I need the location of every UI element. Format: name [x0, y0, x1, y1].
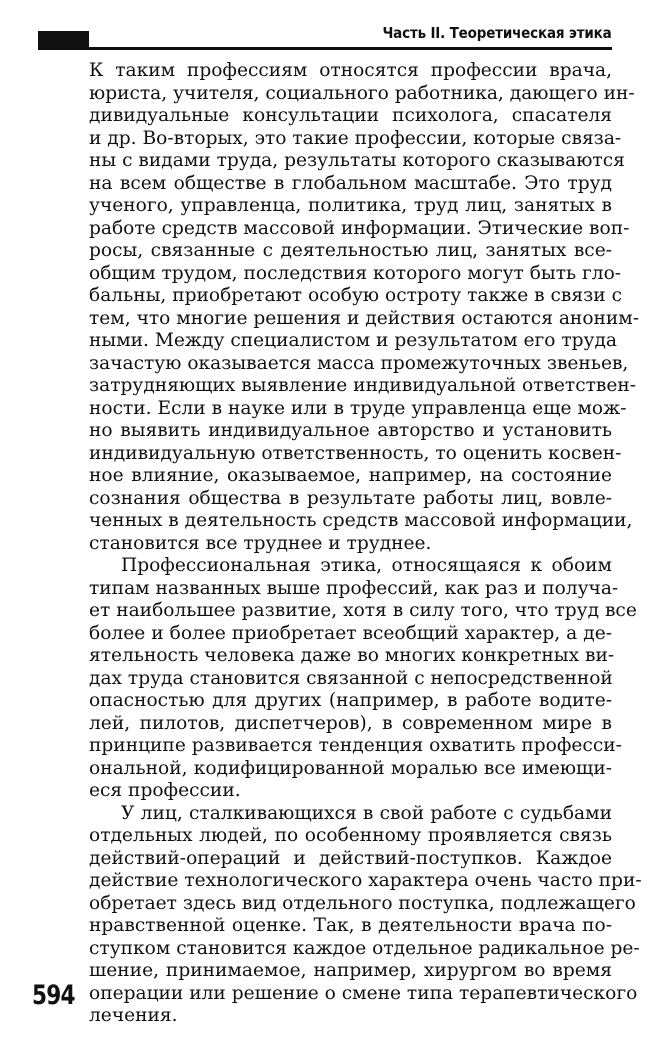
text-line: принципе развивается тенденция охватить професси-: [89, 735, 622, 756]
paragraph: [89, 60, 640, 555]
header-black-bar: [38, 31, 89, 47]
text-line: ное влияние, оказываемое, например, на состояние: [89, 465, 612, 486]
text-line: К таким профессиям относятся профессии врача,: [89, 60, 612, 81]
text-line: ученого, управленца, политика, труд лиц, занятых в: [89, 195, 612, 216]
text-line: дивидуальные консультации психолога, спасателя: [89, 105, 612, 126]
text-line: ступком становится каждое отдельное радикальное ре-: [89, 937, 640, 959]
running-head: Часть II. Теоретическая этика: [382, 24, 612, 42]
text-line: юриста, учителя, социального работника, дающего ин-: [89, 82, 635, 104]
text-line: ченных в деятельность средств массовой информации,: [89, 510, 633, 531]
text-line: сознания общества в результате работы лиц, вовле-: [89, 487, 612, 509]
text-line: и др. Во-вторых, это такие профессии, которые связа-: [89, 127, 622, 149]
body-text: [89, 60, 642, 1028]
text-line: обретает здесь вид отдельного поступка, подлежащего: [89, 892, 636, 914]
text-line: дах труда становится связанной с непосредственной: [89, 667, 613, 689]
text-line: еся профессии.: [89, 780, 241, 801]
text-line: ятельность человека даже во многих конкретных ви-: [89, 645, 615, 666]
header-rule: [38, 47, 612, 50]
text-line: лей, пилотов, диспетчеров), в современном мире в: [89, 712, 612, 734]
text-line: индивидуальную ответственность, то оценить косвен-: [89, 442, 622, 464]
text-line: общим трудом, последствия которого могут быть гло-: [89, 262, 622, 284]
text-line: ности. Если в науке или в труде управленца еще мож-: [89, 397, 627, 419]
text-line: затрудняющих выявление индивидуальной ответствен-: [89, 375, 637, 396]
text-line: более и более приобретает всеобщий характер, а де-: [89, 622, 612, 644]
text-line: на всем обществе в глобальном масштабе. Это труд: [89, 172, 612, 194]
text-line: работе средств массовой информации. Этические воп-: [89, 217, 630, 239]
text-line: становится все труднее и труднее.: [89, 532, 432, 554]
text-line: ны с видами труда, результаты которого сказываются: [89, 150, 625, 171]
text-line: зачастую оказывается масса промежуточных звеньев,: [89, 352, 629, 374]
text-line: действий-операций и действий-поступков. Каждое: [89, 847, 612, 869]
text-line: У лиц, сталкивающихся в свой работе с судьбами: [121, 802, 612, 824]
paragraph: [89, 555, 637, 803]
text-line: опасностью для других (например, в работе водите-: [89, 690, 612, 711]
text-line: лечения.: [89, 1005, 178, 1026]
text-line: нравственной оценке. Так, в деятельности врача по-: [89, 915, 612, 936]
page-number: 594: [32, 980, 75, 1011]
text-line: Профессиональная этика, относящаяся к обоим: [121, 555, 612, 576]
text-line: операции или решение о смене типа терапевтического: [89, 982, 638, 1004]
text-line: шение, принимаемое, например, хирургом во время: [89, 960, 612, 981]
text-line: ными. Между специалистом и результатом его труда: [89, 330, 617, 351]
text-line: ет наибольшее развитие, хотя в силу того, что труд все: [89, 600, 637, 621]
text-line: росы, связанные с деятельностью лиц, занятых все-: [89, 240, 612, 261]
text-line: бальны, приобретают особую остроту также в связи с: [89, 285, 622, 306]
paragraph: [89, 802, 642, 1028]
text-line: типам названных выше профессий, как раз и получа-: [89, 577, 619, 599]
text-line: ональной, кодифицированной моралью все имеющи-: [89, 757, 612, 779]
text-line: отдельных людей, по особенному проявляется связь: [89, 825, 612, 846]
text-line: но выявить индивидуальное авторство и установить: [89, 420, 612, 441]
text-line: тем, что многие решения и действия остаются аноним-: [89, 307, 640, 329]
text-line: действие технологического характера очень часто при-: [89, 870, 642, 891]
